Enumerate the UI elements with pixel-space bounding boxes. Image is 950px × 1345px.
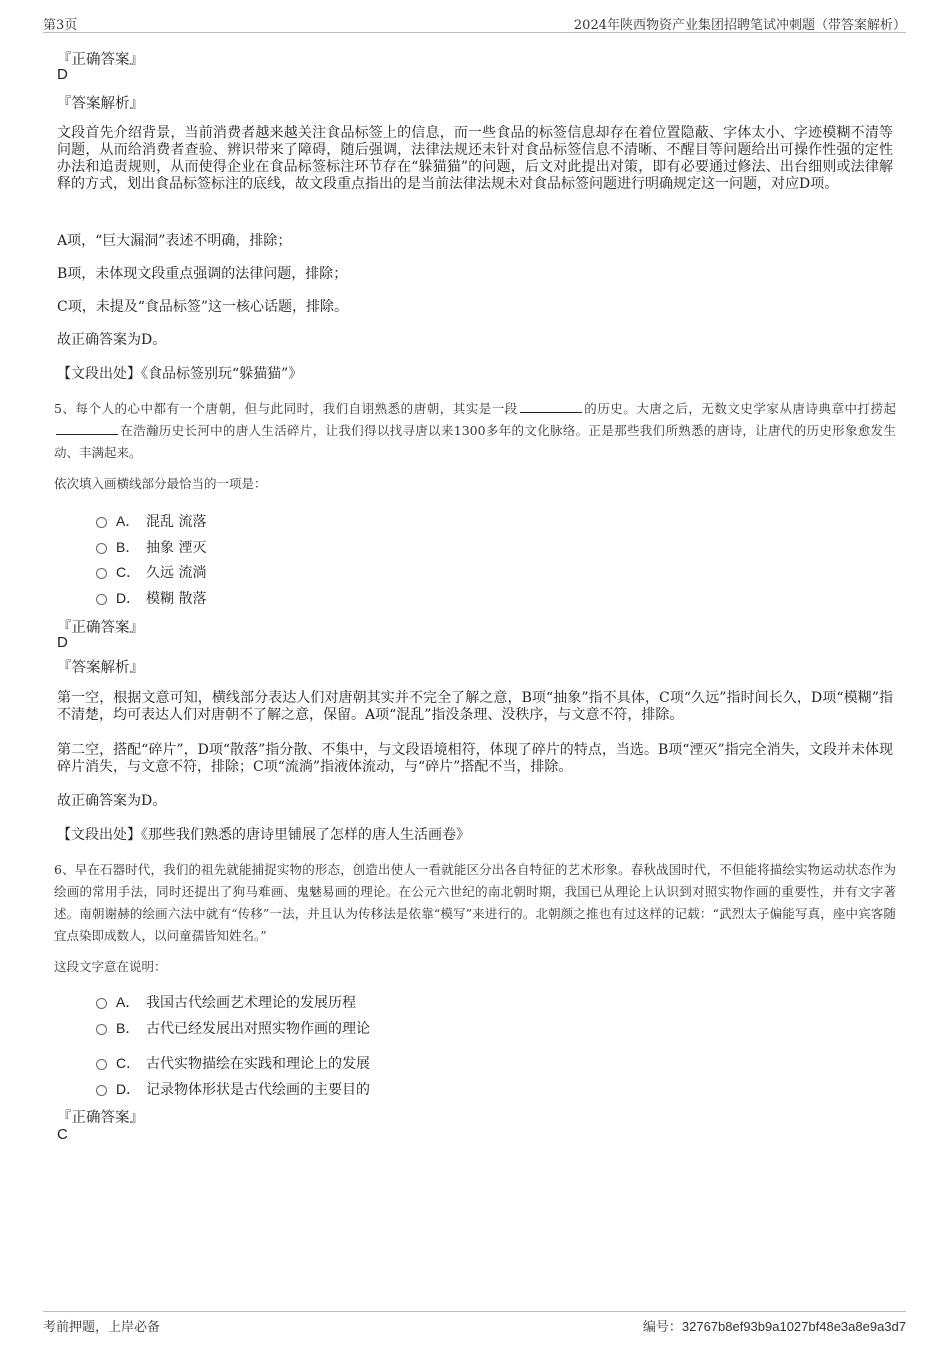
question-5-prompt: 依次填入画横线部分最恰当的一项是：: [54, 476, 267, 491]
answer-value: C: [57, 1126, 68, 1143]
radio-icon[interactable]: [96, 998, 107, 1009]
question-6-option-d[interactable]: D． 记录物体形状是古代绘画的主要目的: [96, 1079, 370, 1099]
question-5-text: 5、每个人的心中都有一个唐朝，但与此同时，我们自诩熟悉的唐朝，其实是一段 的历史。大唐之后，无数文史学家从唐诗典章中打捞起在浩瀚历史长河中的唐人生活碎片，让我们得以找寻唐以来1300多年的文化脉络。正是那些我们所熟悉的唐诗，让唐代的历史形象愈发生动、丰满起来。: [54, 401, 896, 460]
question-6-text: 6、早在石器时代，我们的祖先就能捕捉实物的形态，创造出使人一看就能区分出各自特征的艺术形象。春秋战国时代，不但能将描绘实物运动状态作为绘画的常用手法，同时还提出了狗马难画、鬼魅易画的理论。在公元六世纪的南北朝时期，我国已从理论上认识到对照实物作画的重要性，并有文字著述。南朝谢赫的绘画六法中就有“传移”一法，并且认为传移法是依靠“模写”来进行的。北朝颜之推也有过这样的记载：“武烈太子偏能写真，座中宾客随宜点染即成数人，以问童孺皆知姓名。”: [54, 862, 896, 943]
analysis-option-b: B项，未体现文段重点强调的法律问题，排除；: [57, 266, 348, 282]
analysis-option-c: C项，未提及“食品标签”这一核心话题，排除。: [57, 299, 349, 315]
passage-source: 【文段出处】《那些我们熟悉的唐诗里铺展了怎样的唐人生活画卷》: [57, 827, 470, 843]
question-6-option-a[interactable]: A． 我国古代绘画艺术理论的发展历程: [96, 992, 356, 1012]
answer-label: 『正确答案』: [57, 1110, 144, 1126]
page-number: 第3页: [43, 18, 78, 33]
analysis-blank-2: 第二空，搭配“碎片”，D项“散落”指分散、不集中，与文段语境相符，体现了碎片的特点，当选。B项“湮灭”指完全消失，文段并未体现碎片消失，与文意不符，排除；C项“流淌”指液体流动，与“碎片”搭配不当，排除。: [57, 742, 893, 775]
footer-slogan: 考前押题，上岸必备: [43, 1320, 161, 1335]
fill-blank-1: [520, 400, 582, 413]
analysis-option-a: A项，“巨大漏洞”表述不明确，排除；: [57, 233, 292, 249]
radio-icon[interactable]: [96, 543, 107, 554]
page-header: [43, 12, 906, 33]
question-6-prompt: 这段文字意在说明：: [54, 959, 167, 974]
fill-blank-2: [56, 422, 118, 435]
question-5-option-a[interactable]: A． 混乱 流落: [96, 511, 206, 531]
answer-value: D: [57, 634, 68, 651]
radio-icon[interactable]: [96, 1024, 107, 1035]
analysis-label: 『答案解析』: [57, 660, 144, 676]
analysis-paragraph: 文段首先介绍背景，当前消费者越来越关注食品标签上的信息，而一些食品的标签信息却存在着位置隐蔽、字体太小、字迹模糊不清等问题，从而给消费者查验、辨识带来了障碍，随后强调，法律法规还未针对食品标签信息不清晰、不醒目等问题给出可操作性强的定性办法和追责规则，从而使得企业在食品标签标注环节存在“躲猫猫”的问题，后文对此提出对策，即有必要通过修法、出台细则或法律解释的方式，划出食品标签标注的底线，故文段重点指出的是当前法律法规未对食品标签问题进行明确规定这一问题，对应D项。: [57, 125, 893, 192]
analysis-conclusion: 故正确答案为D。: [57, 332, 167, 348]
answer-label: 『正确答案』: [57, 52, 144, 68]
question-6-option-c[interactable]: C． 古代实物描绘在实践和理论上的发展: [96, 1053, 370, 1073]
document-title: 2024年陕西物资产业集团招聘笔试冲刺题（带答案解析）: [573, 18, 906, 33]
radio-icon[interactable]: [96, 1059, 107, 1070]
page-footer: [43, 1311, 906, 1338]
radio-icon[interactable]: [96, 568, 107, 579]
question-6-option-b[interactable]: B． 古代已经发展出对照实物作画的理论: [96, 1018, 370, 1038]
analysis-blank-1: 第一空，根据文意可知，横线部分表达人们对唐朝其实并不完全了解之意，B项“抽象”指不具体，C项“久远”指时间长久，D项“模糊”指不清楚，均可表达人们对唐朝不了解之意，保留。A项“混乱”指没条理、没秩序，与文意不符，排除。: [57, 690, 893, 723]
question-5-option-d[interactable]: D． 模糊 散落: [96, 588, 206, 608]
answer-label: 『正确答案』: [57, 620, 144, 636]
document-id: 编号：32767b8ef93b9a1027bf48e3a8e9a3d7: [642, 1319, 906, 1334]
analysis-label: 『答案解析』: [57, 96, 144, 112]
analysis-conclusion: 故正确答案为D。: [57, 793, 167, 809]
passage-source: 【文段出处】《食品标签别玩“躲猫猫”》: [57, 366, 303, 382]
radio-icon[interactable]: [96, 594, 107, 605]
radio-icon[interactable]: [96, 517, 107, 528]
answer-value: D: [57, 66, 68, 83]
question-5-option-b[interactable]: B． 抽象 湮灭: [96, 537, 206, 557]
radio-icon[interactable]: [96, 1085, 107, 1096]
question-5-option-c[interactable]: C． 久远 流淌: [96, 562, 206, 582]
